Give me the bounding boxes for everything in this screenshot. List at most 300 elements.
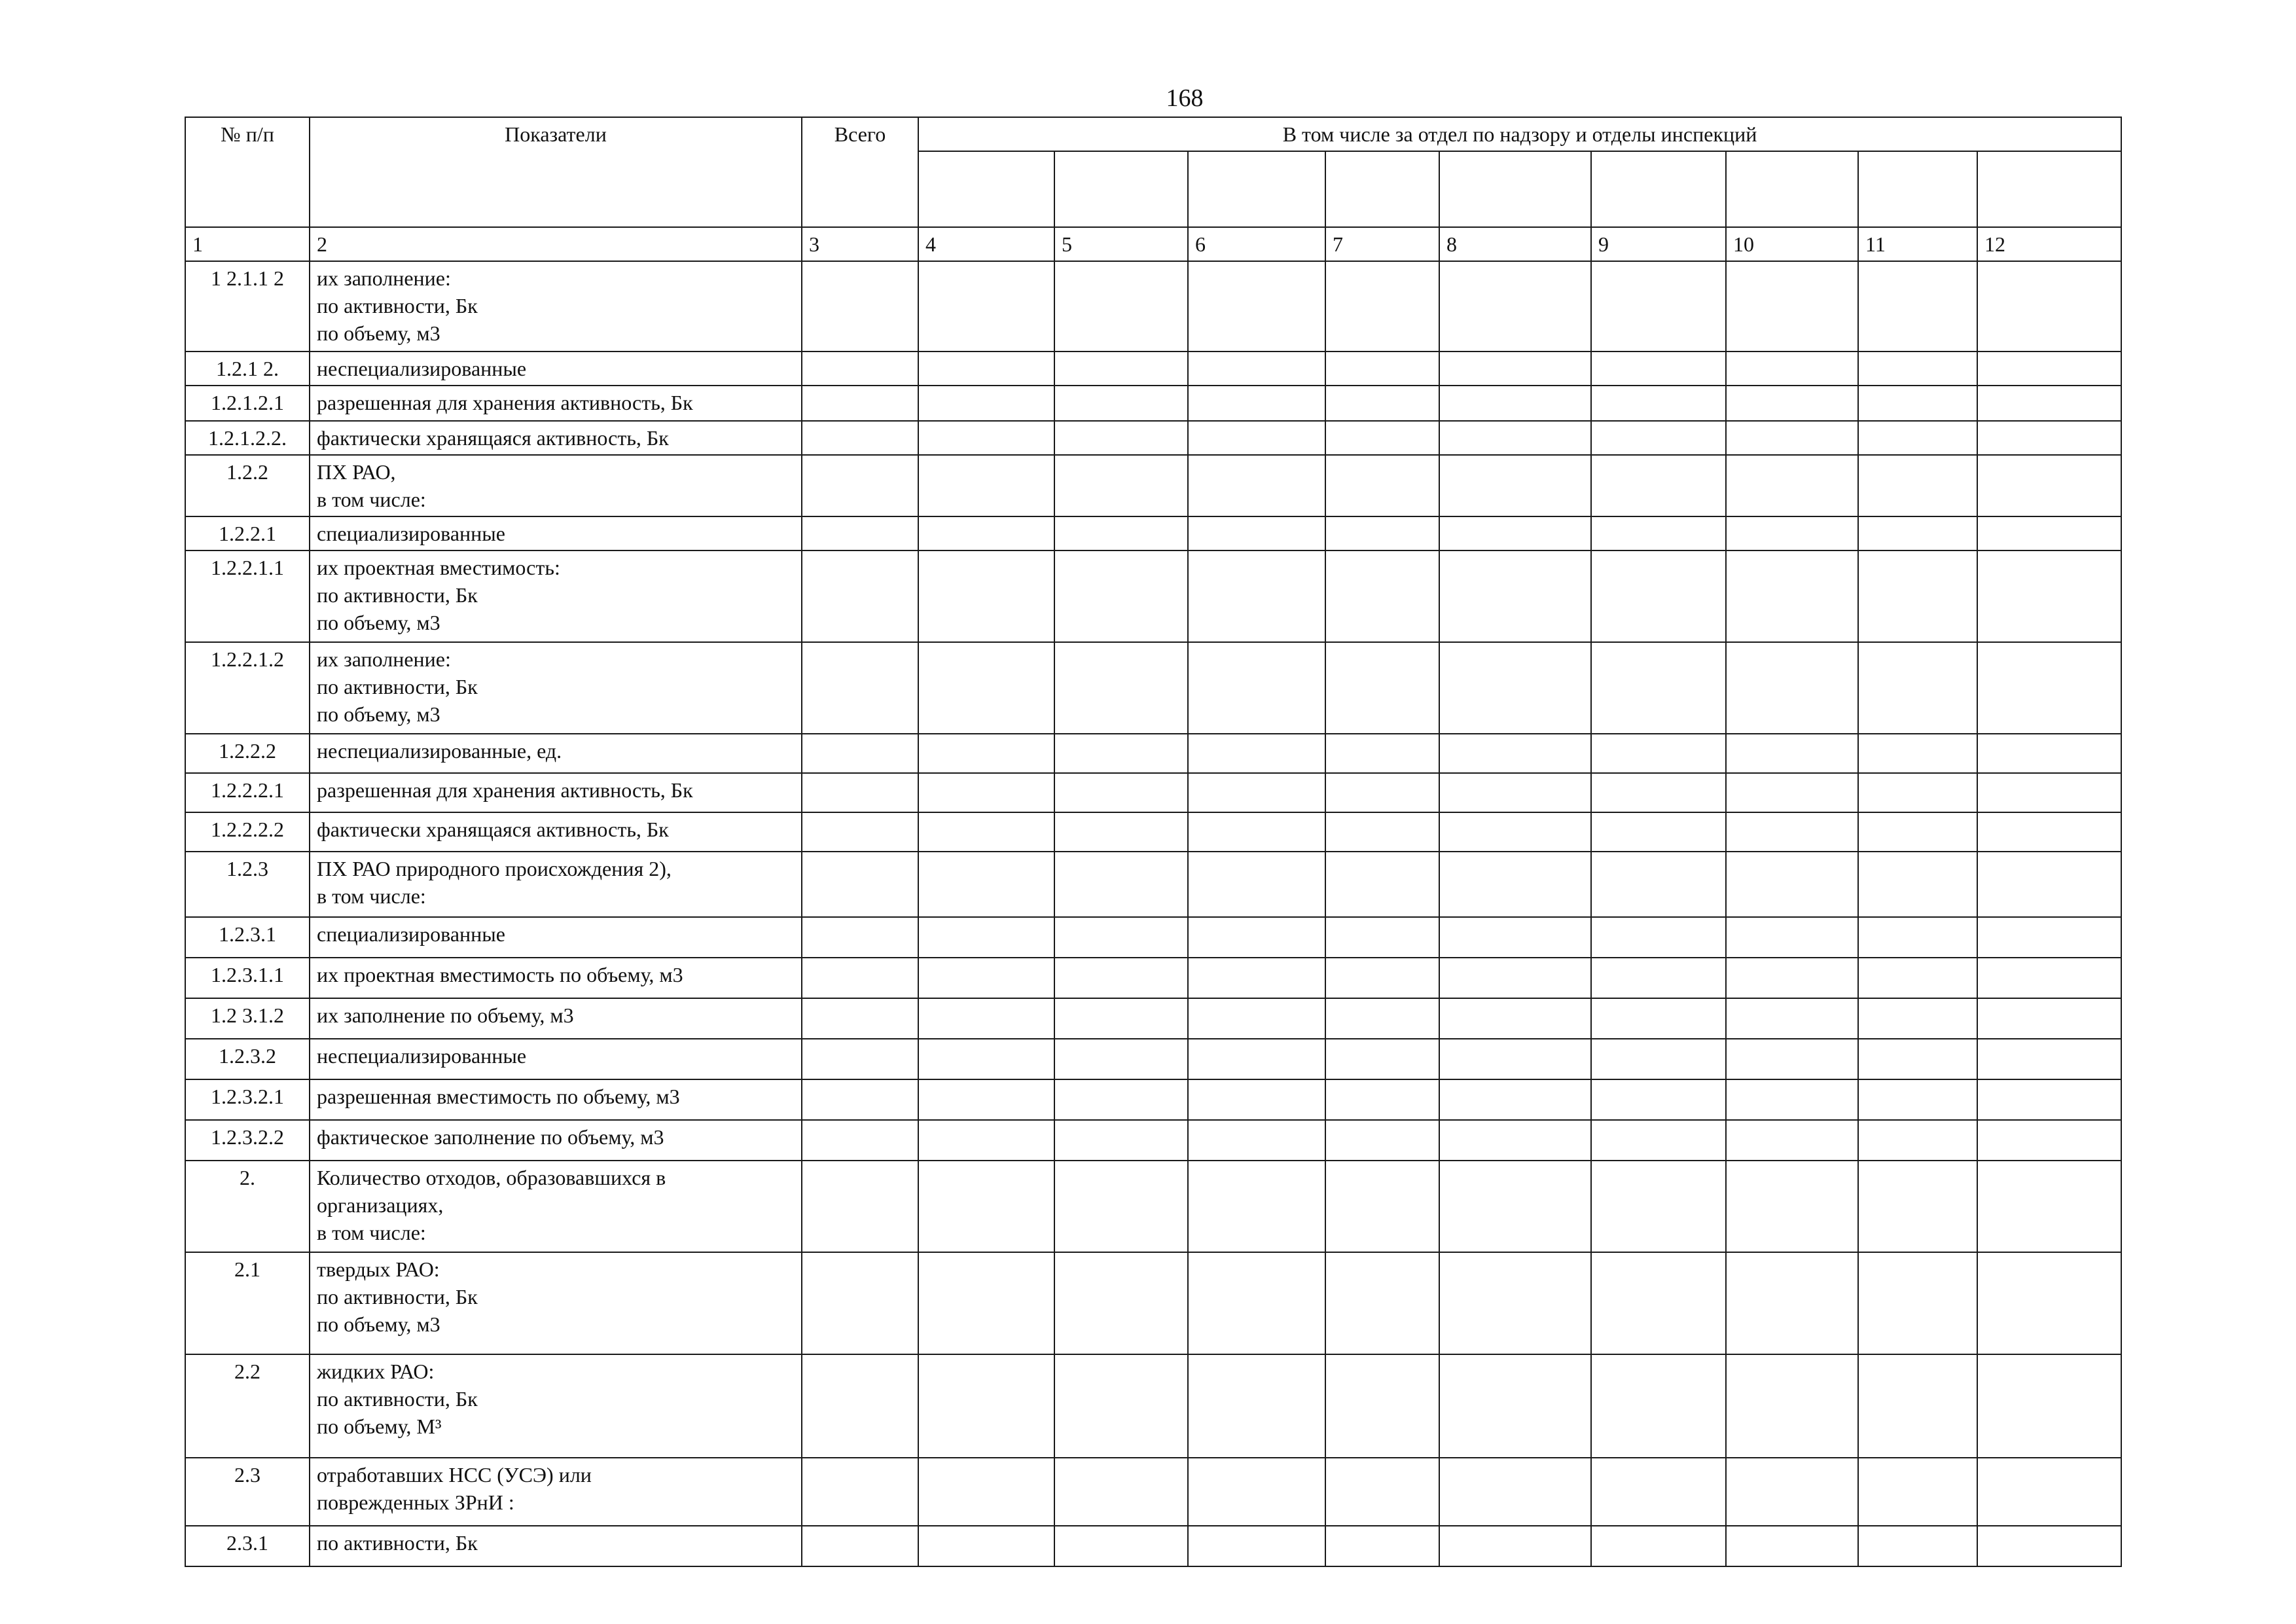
indicator-line: ПХ РАО, [317,460,396,484]
value-cell [1591,852,1726,917]
value-cell [1977,261,2121,352]
value-cell [918,1458,1054,1526]
table-row [185,1458,2121,1526]
value-cell [1325,734,1439,773]
indicator-line: поврежденных ЗРнИ : [317,1490,514,1514]
table-row [185,1039,2121,1079]
column-numbers-row [185,227,2121,261]
value-cell [1591,773,1726,812]
value-cell [1439,516,1591,550]
table-row [185,516,2121,550]
value-cell [1188,1458,1325,1526]
value-cell [1054,642,1188,734]
value-cell [1977,352,2121,386]
table-row [185,917,2121,958]
value-cell [1858,1120,1977,1161]
value-cell [802,734,918,773]
value-cell [1188,261,1325,352]
value-cell [1977,1526,2121,1566]
value-cell [1977,1252,2121,1354]
row-number: 1.2.2.2.2 [185,812,310,852]
value-cell [1858,1161,1977,1252]
value-cell [1439,550,1591,642]
value-cell [918,386,1054,421]
value-cell [802,421,918,455]
value-cell [1591,917,1726,958]
indicator-line: в том числе: [317,488,426,511]
row-number: 1.2.3.1.1 [185,958,310,998]
row-indicator [310,352,802,386]
value-cell [1858,958,1977,998]
table-row [185,352,2121,386]
header-row-top [185,117,2121,151]
value-cell [1591,734,1726,773]
value-cell [1054,1526,1188,1566]
value-cell [1439,917,1591,958]
value-cell [1325,1120,1439,1161]
table-row [185,958,2121,998]
value-cell [1054,917,1188,958]
indicator-line: их заполнение: [317,266,451,290]
value-cell [1439,1252,1591,1354]
header-subcell [1977,151,2121,227]
value-cell [1858,261,1977,352]
value-cell [1439,421,1591,455]
value-cell [1726,812,1858,852]
value-cell [1726,642,1858,734]
value-cell [1591,958,1726,998]
value-cell [1439,1354,1591,1458]
indicator-line: неспециализированные [317,357,527,380]
value-cell [1726,958,1858,998]
value-cell [1188,917,1325,958]
value-cell [1591,1458,1726,1526]
value-cell [1591,1039,1726,1079]
value-cell [1188,421,1325,455]
indicator-line: разрешенная для хранения активность, Бк [317,778,693,802]
value-cell [1188,734,1325,773]
value-cell [1325,1161,1439,1252]
row-number: 2.3 [185,1458,310,1526]
value-cell [1977,1120,2121,1161]
value-cell [918,421,1054,455]
value-cell [1054,261,1188,352]
value-cell [1439,455,1591,516]
value-cell [1325,958,1439,998]
value-cell [1325,386,1439,421]
value-cell [802,455,918,516]
table-row [185,1079,2121,1120]
value-cell [1325,1526,1439,1566]
indicator-line: по объему, м3 [317,1312,440,1336]
row-indicator [310,773,802,812]
value-cell [1977,1079,2121,1120]
value-cell [1439,773,1591,812]
row-indicator [310,998,802,1039]
value-cell [1188,1039,1325,1079]
row-indicator [310,1252,802,1354]
indicator-line: твердых РАО: [317,1257,440,1281]
value-cell [1054,1161,1188,1252]
indicator-line: разрешенная для хранения активность, Бк [317,391,693,414]
indicator-line: их заполнение: [317,647,451,671]
value-cell [1977,550,2121,642]
value-cell [1726,516,1858,550]
indicator-line: их заполнение по объему, м3 [317,1003,574,1027]
value-cell [1325,812,1439,852]
value-cell [918,773,1054,812]
indicator-line: специализированные [317,922,505,946]
value-cell [1054,352,1188,386]
value-cell [1054,773,1188,812]
header-subcell [1188,151,1325,227]
value-cell [1591,1526,1726,1566]
value-cell [802,1120,918,1161]
row-indicator [310,958,802,998]
indicator-line: разрешенная вместимость по объему, м3 [317,1085,680,1108]
row-indicator [310,642,802,734]
value-cell [1325,773,1439,812]
column-number: 9 [1591,227,1726,261]
value-cell [1977,1458,2121,1526]
value-cell [1054,1039,1188,1079]
row-indicator [310,516,802,550]
column-number: 10 [1726,227,1858,261]
indicator-line: фактическое заполнение по объему, м3 [317,1125,664,1149]
value-cell [1325,516,1439,550]
value-cell [1188,1161,1325,1252]
value-cell [802,516,918,550]
column-number: 12 [1977,227,2121,261]
value-cell [1439,642,1591,734]
table-row [185,852,2121,917]
value-cell [1591,1252,1726,1354]
value-cell [1726,1161,1858,1252]
indicator-line: неспециализированные [317,1044,527,1068]
value-cell [1325,352,1439,386]
value-cell [1858,352,1977,386]
row-number: 1.2.1.2.1 [185,386,310,421]
value-cell [1439,812,1591,852]
value-cell [1439,386,1591,421]
indicator-line: по активности, Бк [317,675,478,698]
value-cell [1858,1458,1977,1526]
value-cell [1591,642,1726,734]
value-cell [1188,550,1325,642]
row-number: 1.2.3.2 [185,1039,310,1079]
indicator-line: специализированные [317,522,505,545]
indicator-line: их проектная вместимость: [317,556,560,579]
row-number: 1.2.2.1 [185,516,310,550]
table-row [185,773,2121,812]
value-cell [1977,734,2121,773]
row-indicator [310,1120,802,1161]
value-cell [1439,352,1591,386]
row-number: 2.3.1 [185,1526,310,1566]
value-cell [1858,852,1977,917]
header-subcell [1726,151,1858,227]
value-cell [1977,1354,2121,1458]
value-cell [1591,421,1726,455]
header-subcell [1439,151,1591,227]
indicator-line: фактически хранящаяся активность, Бк [317,818,669,841]
value-cell [1591,352,1726,386]
value-cell [1439,1161,1591,1252]
value-cell [1591,261,1726,352]
row-indicator [310,1079,802,1120]
value-cell [1977,516,2121,550]
row-number: 1.2.2 [185,455,310,516]
row-indicator [310,812,802,852]
indicator-line: неспециализированные, ед. [317,739,562,763]
value-cell [1325,642,1439,734]
value-cell [1054,1079,1188,1120]
value-cell [1858,550,1977,642]
value-cell [918,352,1054,386]
value-cell [1188,1079,1325,1120]
column-number: 7 [1325,227,1439,261]
header-subcell [1591,151,1726,227]
value-cell [1977,421,2121,455]
table-row [185,1354,2121,1458]
value-cell [1188,455,1325,516]
column-number: 1 [185,227,310,261]
header-subcell [1054,151,1188,227]
column-number: 5 [1054,227,1188,261]
value-cell [1858,773,1977,812]
value-cell [1977,386,2121,421]
value-cell [802,917,918,958]
value-cell [802,1354,918,1458]
value-cell [1325,917,1439,958]
table-row [185,998,2121,1039]
value-cell [1726,455,1858,516]
indicator-line: по активности, Бк [317,1531,478,1555]
value-cell [918,917,1054,958]
value-cell [1977,958,2121,998]
row-number: 1.2.3.1 [185,917,310,958]
indicator-line: в том числе: [317,1221,426,1244]
value-cell [1188,958,1325,998]
page-number: 168 [1166,84,1204,112]
value-cell [918,958,1054,998]
indicator-line: по объему, М³ [317,1415,442,1438]
value-cell [1726,1252,1858,1354]
row-number: 1.2.1.2.2. [185,421,310,455]
value-cell [1439,1079,1591,1120]
table-row [185,261,2121,352]
value-cell [1188,1354,1325,1458]
table-row [185,1252,2121,1354]
row-number: 1.2.2.2.1 [185,773,310,812]
value-cell [1858,1526,1977,1566]
indicator-line: по активности, Бк [317,294,478,317]
value-cell [1439,958,1591,998]
value-cell [1188,812,1325,852]
column-number: 4 [918,227,1054,261]
header-total: Всего [802,117,918,227]
indicator-line: Количество отходов, образовавшихся в [317,1166,666,1189]
value-cell [802,1161,918,1252]
value-cell [1325,421,1439,455]
row-indicator [310,1161,802,1252]
indicator-line: отработавших НСС (УСЭ) или [317,1463,592,1487]
indicator-line: по активности, Бк [317,1387,478,1411]
row-indicator [310,852,802,917]
value-cell [1858,917,1977,958]
table-row [185,550,2121,642]
value-cell [1591,1079,1726,1120]
value-cell [1325,261,1439,352]
value-cell [1858,455,1977,516]
value-cell [1054,734,1188,773]
row-number: 1 2.1.1 2 [185,261,310,352]
report-table [185,117,2122,1567]
value-cell [1726,734,1858,773]
header-subcell [1325,151,1439,227]
value-cell [1054,386,1188,421]
value-cell [918,812,1054,852]
value-cell [1726,386,1858,421]
value-cell [1726,550,1858,642]
value-cell [1977,852,2121,917]
column-number: 3 [802,227,918,261]
value-cell [1591,1354,1726,1458]
row-indicator [310,1458,802,1526]
table-row [185,1120,2121,1161]
value-cell [1977,773,2121,812]
indicator-line: по объему, м3 [317,321,440,345]
value-cell [802,386,918,421]
value-cell [1726,773,1858,812]
row-indicator [310,1039,802,1079]
value-cell [1858,1079,1977,1120]
value-cell [1591,998,1726,1039]
value-cell [802,773,918,812]
value-cell [1054,455,1188,516]
indicator-line: в том числе: [317,884,426,908]
value-cell [918,455,1054,516]
value-cell [1054,998,1188,1039]
value-cell [1858,1354,1977,1458]
value-cell [1054,421,1188,455]
value-cell [1325,1079,1439,1120]
value-cell [802,1252,918,1354]
value-cell [918,550,1054,642]
value-cell [1439,998,1591,1039]
value-cell [1726,1458,1858,1526]
value-cell [1726,1079,1858,1120]
value-cell [1188,352,1325,386]
indicator-line: по активности, Бк [317,1285,478,1308]
value-cell [1977,812,2121,852]
row-indicator [310,550,802,642]
value-cell [802,812,918,852]
indicator-line: по объему, м3 [317,611,440,634]
value-cell [1726,917,1858,958]
table-row [185,642,2121,734]
value-cell [1726,421,1858,455]
value-cell [1726,1120,1858,1161]
value-cell [802,1079,918,1120]
value-cell [1054,1120,1188,1161]
table-row [185,455,2121,516]
value-cell [1858,421,1977,455]
table-row [185,421,2121,455]
value-cell [1591,516,1726,550]
header-subcell [918,151,1054,227]
value-cell [802,642,918,734]
value-cell [1977,998,2121,1039]
value-cell [1188,998,1325,1039]
value-cell [918,1354,1054,1458]
value-cell [918,261,1054,352]
value-cell [1188,1252,1325,1354]
value-cell [1591,812,1726,852]
value-cell [1977,642,2121,734]
value-cell [1325,455,1439,516]
value-cell [1054,1354,1188,1458]
value-cell [918,1120,1054,1161]
value-cell [802,352,918,386]
row-number: 2. [185,1161,310,1252]
header-subcell [1858,151,1977,227]
value-cell [1439,734,1591,773]
value-cell [1188,516,1325,550]
value-cell [1977,1039,2121,1079]
value-cell [1591,455,1726,516]
value-cell [1054,812,1188,852]
value-cell [802,1039,918,1079]
row-number: 1.2.3.2.1 [185,1079,310,1120]
value-cell [1325,1354,1439,1458]
row-number: 1.2.1 2. [185,352,310,386]
value-cell [1439,1458,1591,1526]
row-number: 1.2.2.1.1 [185,550,310,642]
indicator-line: жидких РАО: [317,1360,435,1383]
value-cell [802,550,918,642]
value-cell [802,1458,918,1526]
value-cell [1726,1354,1858,1458]
value-cell [918,734,1054,773]
value-cell [1977,1161,2121,1252]
value-cell [1325,852,1439,917]
value-cell [1188,642,1325,734]
value-cell [1591,1120,1726,1161]
header-group: В том числе за отдел по надзору и отделы инспекций [918,117,2121,151]
indicator-line: их проектная вместимость по объему, м3 [317,963,683,986]
row-number: 2.2 [185,1354,310,1458]
value-cell [1726,1039,1858,1079]
value-cell [1325,1458,1439,1526]
value-cell [1726,352,1858,386]
row-indicator [310,421,802,455]
value-cell [918,516,1054,550]
value-cell [802,852,918,917]
value-cell [1858,734,1977,773]
column-number: 6 [1188,227,1325,261]
value-cell [1591,550,1726,642]
row-indicator [310,1526,802,1566]
value-cell [1054,516,1188,550]
row-indicator [310,1354,802,1458]
value-cell [802,998,918,1039]
column-number: 11 [1858,227,1977,261]
indicator-line: организациях, [317,1193,444,1217]
row-indicator [310,917,802,958]
row-number: 2.1 [185,1252,310,1354]
value-cell [802,958,918,998]
